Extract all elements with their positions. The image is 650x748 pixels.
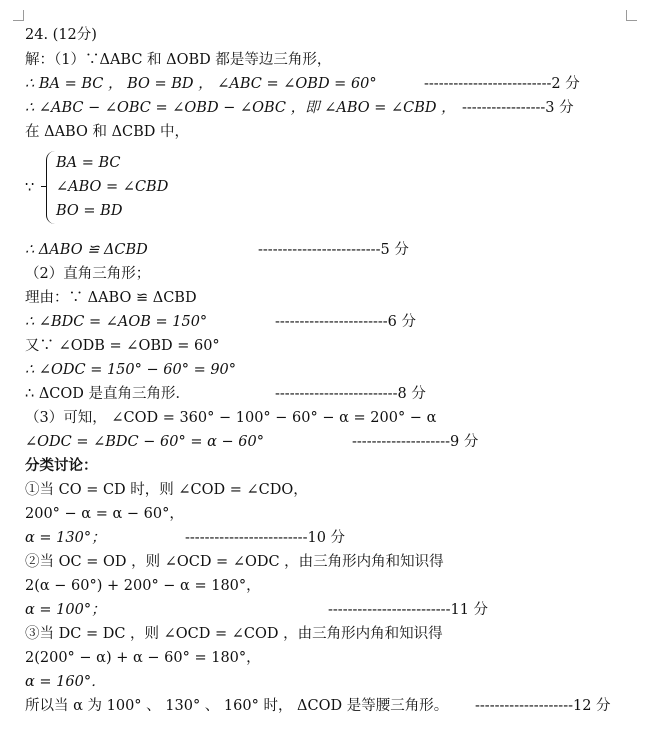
case-1-equation: 200° − α = α − 60°， [25, 506, 184, 522]
system-eq-3: BO = BD [56, 203, 123, 219]
case-1-result: α = 130°； [25, 530, 106, 546]
system-eq-2: ∠ABO = ∠CBD [56, 179, 169, 195]
part-2-line-3: ∴ ∠ODC = 150° − 60° = 90° [25, 362, 237, 378]
system-brace [46, 151, 55, 224]
part-3-line-2: ∠ODC = ∠BDC − 60° = α − 60° [25, 434, 264, 450]
corner-mark-right [626, 10, 637, 21]
score-mark-3: -----------------3 分 [462, 100, 574, 116]
case-3-result: α = 160°． [25, 674, 106, 690]
score-mark-2: --------------------------2 分 [424, 76, 580, 92]
score-mark-5: -------------------------5 分 [258, 242, 409, 258]
system-eq-1: BA = BC [56, 155, 121, 171]
case-3-equation: 2(200° − α) + α − 60° = 180°， [25, 650, 261, 666]
part-2-line-1: ∴ ∠BDC = ∠AOB = 150° [25, 314, 208, 330]
score-mark-10: -------------------------10 分 [185, 530, 346, 546]
part-3-line-1: （3）可知， ∠COD = 360° − 100° − 60° − α = 200° − α [25, 410, 437, 426]
score-mark-9: --------------------9 分 [352, 434, 479, 450]
case-2-result: α = 100°； [25, 602, 106, 618]
solution-line-2: ∴ BA = BC ， BO = BD ， ∠ABC = ∠OBD = 60° [25, 76, 377, 92]
case-discussion-heading: 分类讨论： [25, 457, 98, 474]
solution-line-1: 解：（1）∵ΔABC 和 ΔOBD 都是等边三角形， [25, 52, 332, 68]
case-3-condition: ③当 DC = DC ，则 ∠OCD = ∠COD ，由三角形内角和知识得 [25, 626, 443, 642]
part-2-title: （2）直角三角形； [25, 266, 151, 282]
corner-mark-left [13, 10, 24, 21]
part-2-reason: 理由：∵ ΔABO ≌ ΔCBD [25, 290, 197, 306]
part-2-line-2: 又∵ ∠ODB = ∠OBD = 60° [25, 338, 220, 354]
question-header: 24. (12分) [25, 27, 97, 43]
final-conclusion: 所以当 α 为 100° 、 130° 、 160° 时， ΔCOD 是等腰三角形。 [25, 698, 449, 714]
score-mark-12: --------------------12 分 [475, 698, 611, 714]
case-1-condition: ①当 CO = CD 时，则 ∠COD = ∠CDO， [25, 482, 308, 498]
part-2-conclusion: ∴ ΔCOD 是直角三角形． [25, 386, 191, 402]
score-mark-6: -----------------------6 分 [275, 314, 417, 330]
case-2-equation: 2(α − 60°) + 200° − α = 180°， [25, 578, 261, 594]
because-symbol: ∵ [25, 180, 35, 196]
case-2-condition: ②当 OC = OD ，则 ∠OCD = ∠ODC ，由三角形内角和知识得 [25, 554, 444, 570]
solution-line-4: 在 ΔABO 和 ΔCBD 中， [25, 124, 190, 140]
score-mark-8: -------------------------8 分 [275, 386, 426, 402]
solution-line-3: ∴ ∠ABC − ∠OBC = ∠OBD − ∠OBC ，即 ∠ABO = ∠CBD ， [25, 100, 456, 116]
score-mark-11: -------------------------11 分 [328, 602, 489, 618]
solution-line-6: ∴ ΔABO ≌ ΔCBD [25, 242, 148, 258]
